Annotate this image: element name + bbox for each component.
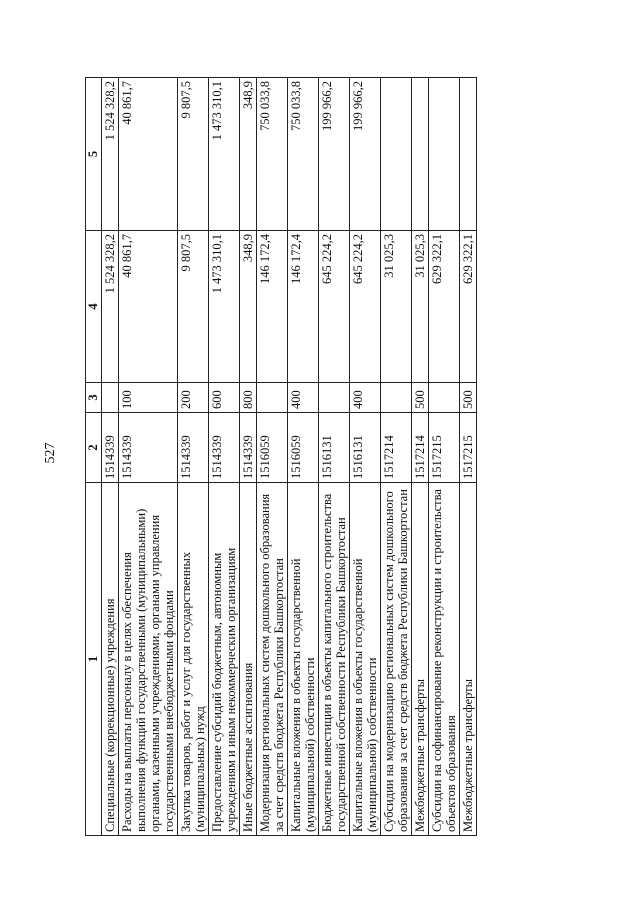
amount-cell: 40 861,7 (119, 78, 178, 231)
item-name-cell: Специальные (коррекционные) учреждения (102, 483, 119, 836)
header-cell-5: 5 (86, 78, 102, 231)
table-row (240, 78, 257, 836)
amount-cell: 9 807,5 (178, 78, 209, 231)
header-row (86, 78, 102, 836)
item-name-cell: Закупка товаров, работ и услуг для государственных (муниципальных) нужд (178, 483, 209, 836)
code-cell: 1514339 (209, 413, 240, 483)
table-row (381, 78, 412, 836)
table-header (86, 78, 102, 836)
table-row (412, 78, 429, 836)
item-name-cell: Капитальные вложения в объекты государственной (муниципальной) собственности (350, 483, 381, 836)
budget-table (85, 77, 477, 836)
table-row (119, 78, 178, 836)
type-cell (102, 383, 119, 413)
amount-cell (412, 78, 429, 231)
item-name-cell: Межбюджетные трансферты (460, 483, 477, 836)
amount-cell (460, 78, 477, 231)
code-cell: 1516131 (350, 413, 381, 483)
page-number: 527 (43, 442, 58, 464)
header-cell-3: 3 (86, 383, 102, 413)
amount-cell: 1 473 310,1 (209, 231, 240, 383)
amount-cell: 146 172,4 (288, 231, 319, 383)
code-cell: 1517215 (460, 413, 477, 483)
amount-cell: 9 807,5 (178, 231, 209, 383)
type-cell: 800 (240, 383, 257, 413)
code-cell: 1516059 (288, 413, 319, 483)
amount-cell: 1 524 328,2 (102, 78, 119, 231)
type-cell: 500 (412, 383, 429, 413)
type-cell: 400 (350, 383, 381, 413)
table-row (319, 78, 350, 836)
amount-cell: 629 322,1 (460, 231, 477, 383)
table-row (288, 78, 319, 836)
header-cell-1: 1 (86, 483, 102, 836)
type-cell (319, 383, 350, 413)
code-cell: 1514339 (240, 413, 257, 483)
code-cell: 1517214 (412, 413, 429, 483)
item-name-cell: Предоставление субсидий бюджетным, автономным учреждениям и иным некоммерческим организациям (209, 483, 240, 836)
amount-cell: 750 033,8 (257, 78, 288, 231)
amount-cell: 199 966,2 (319, 78, 350, 231)
table-row (257, 78, 288, 836)
amount-cell: 1 473 310,1 (209, 78, 240, 231)
type-cell (381, 383, 412, 413)
type-cell: 400 (288, 383, 319, 413)
table-row (209, 78, 240, 836)
code-cell: 1517215 (429, 413, 460, 483)
amount-cell: 146 172,4 (257, 231, 288, 383)
amount-cell (429, 78, 460, 231)
type-cell: 600 (209, 383, 240, 413)
code-cell: 1514339 (119, 413, 178, 483)
amount-cell: 1 524 328,2 (102, 231, 119, 383)
amount-cell: 645 224,2 (350, 231, 381, 383)
amount-cell: 348,9 (240, 78, 257, 231)
amount-cell: 645 224,2 (319, 231, 350, 383)
table-row (102, 78, 119, 836)
amount-cell: 750 033,8 (288, 78, 319, 231)
table-row (178, 78, 209, 836)
item-name-cell: Капитальные вложения в объекты государственной (муниципальной) собственности (288, 483, 319, 836)
type-cell: 500 (460, 383, 477, 413)
item-name-cell: Бюджетные инвестиции в объекты капитального строительства государственной собственности Республики Башкортостан (319, 483, 350, 836)
table-row (350, 78, 381, 836)
code-cell: 1516059 (257, 413, 288, 483)
code-cell: 1517214 (381, 413, 412, 483)
code-cell: 1514339 (178, 413, 209, 483)
amount-cell: 31 025,3 (381, 231, 412, 383)
amount-cell (381, 78, 412, 231)
table-body (102, 78, 477, 836)
amount-cell: 629 322,1 (429, 231, 460, 383)
type-cell: 100 (119, 383, 178, 413)
code-cell: 1516131 (319, 413, 350, 483)
amount-cell: 31 025,3 (412, 231, 429, 383)
table-row (429, 78, 460, 836)
table-row (460, 78, 477, 836)
amount-cell: 199 966,2 (350, 78, 381, 231)
header-cell-4: 4 (86, 231, 102, 383)
type-cell (257, 383, 288, 413)
item-name-cell: Иные бюджетные ассигнования (240, 483, 257, 836)
budget-table-container (85, 78, 553, 836)
item-name-cell: Расходы на выплаты персоналу в целях обеспечения выполнения функций государственными (муниципальными) органами, казенными учреждениями, органами управления государственными внебюджетными фондами (119, 483, 178, 836)
header-cell-2: 2 (86, 413, 102, 483)
item-name-cell: Субсидии на модернизацию региональных систем дошкольного образования за счет средств бюджета Республики Башкортостан (381, 483, 412, 836)
item-name-cell: Модернизация региональных систем дошкольного образования за счет средств бюджета Республики Башкортостан (257, 483, 288, 836)
item-name-cell: Межбюджетные трансферты (412, 483, 429, 836)
code-cell: 1514339 (102, 413, 119, 483)
item-name-cell: Субсидии на софинансирование реконструкции и строительства объектов образования (429, 483, 460, 836)
type-cell (429, 383, 460, 413)
amount-cell: 348,9 (240, 231, 257, 383)
amount-cell: 40 861,7 (119, 231, 178, 383)
type-cell: 200 (178, 383, 209, 413)
